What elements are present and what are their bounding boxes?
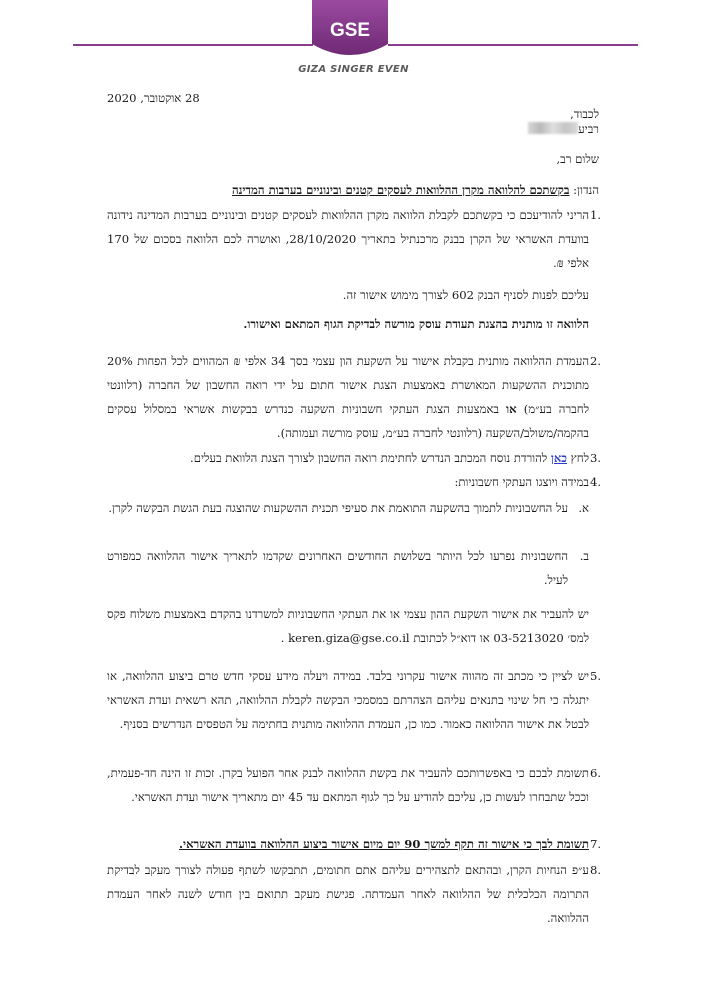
redacted-name: [528, 122, 578, 134]
fax-note: יש להעביר את אישור השקעת ההון עצמי או את העתקי החשבוניות למשרדנו בהקדם באמצעות משלוח פקס למס׳ 03-5213020 או דוא״ל לכתובת keren.giza@gse.co.il .: [107, 607, 589, 645]
subject-label: הנדון:: [573, 183, 599, 197]
item-number: 3.: [590, 451, 602, 465]
item-8-text: ע״פ הנחיות הקרן, ובהתאם לתצהירים עליהם אתם חתומים, תתבקשו לשתף פעולה לצורך מעקב לבדיקת התרומה הכלכלית של ההלוואה לאחר העמדתה. פגישת מעקב תתואם בין חודש לשנה לאחר העמדת ההלוואה.: [107, 863, 589, 925]
item-number: 1.: [590, 208, 602, 222]
item-1-note: עליכם לפנות לסניף הבנק 602 לצורך מימוש אישור זה.: [342, 288, 589, 302]
item-4-text: במידה ויוצגו העתקי חשבוניות:: [454, 475, 589, 489]
subject-line: [119, 178, 599, 202]
item-number: 6.: [590, 766, 602, 780]
header-line-right: [388, 44, 638, 46]
item-2-text: העמדת ההלוואה מותנית בקבלת אישור על השקעת הון עצמי בסך 34 אלפי ₪ המהווים לכל הפחות 20% מתוכנית ההשקעות המאושרת באמצעות הצגת אישור חתום על ידי רואה החשבון של החברה (רלוונטי לחברה בע״מ) או באמצעות הצגת העתקי חשבוניות השקעה כנדרש בבקשות אשראי במסלול עסקים בהקמה/משולב/השקעה (רלוונטי לחברה בע״מ, עוסק מורשה ועמותה).: [107, 354, 590, 440]
brand-name: GIZA SINGER EVEN: [298, 64, 409, 75]
item-3-text: לחץ כאן להורדת נוסח המכתב הנדרש לחתימת רואה החשבון לצורך הצגת הלוואת בעלים.: [190, 451, 589, 465]
item-5-text: יש לציין כי מכתב זה מהווה אישור עקרוני בלבד. במידה ויעלה מידע עסקי חדש טרם ביצוע ההלוואה, או יתגלה כי חל שינוי בתנאים עליהם הצהרתם במסמכי הבקשה לקבלת ההלוואה, תהא רשאית ועדת האשראי לבטל את אישור ההלוואה כאמור. כמו כן, העמדת ההלוואה מותנית בחתימה על הטפסים הנדרשים בסניף.: [107, 669, 589, 731]
item-number: 4.: [590, 475, 602, 489]
item-1-text: הריני להודיעכם כי בקשתכם לקבלת הלוואה מקרן ההלוואות לעסקים קטנים ובינוניים בערבות המדינה נידונה בוועדת האשראי של הקרן בבנק מרכנתיל בתאריך 28/10/2020, ואושרה לכם הלוואה בסכום של 170 אלפי ₪.: [107, 208, 589, 270]
subitem-a-text: על החשבוניות לתמוך בהשקעה התואמת את סעיפי תכנית ההשקעות שהוצגה בעת הגשת הבקשה לקרן.: [108, 501, 568, 515]
subitem-b-text: החשבוניות נפרעו לכל היותר בשלושת החודשים האחרונים שקדמו לתאריך אישור ההלוואה כמפורט לעיל.: [107, 549, 568, 587]
greeting: שלום רב,: [556, 152, 599, 166]
recipient-name: רביע: [578, 122, 599, 136]
item-1-bold-note: הלוואה זו מותנית בהצגת תעודת עוסק מורשה לבדיקת הגוף המתאם ואישורו.: [243, 317, 589, 331]
download-letter-link[interactable]: כאן: [550, 451, 567, 465]
recipient-to: לכבוד,: [570, 107, 599, 121]
subitem-letter: א.: [578, 501, 589, 515]
logo-text: GSE: [329, 20, 371, 41]
item-2-or: או: [506, 402, 517, 416]
item-number: 5.: [590, 669, 602, 683]
letter-date: 28 אוקטובר, 2020: [107, 91, 200, 105]
subitem-letter: ב.: [579, 549, 589, 563]
subject-text: בקשתכם להלוואה מקרן ההלוואות לעסקים קטנים ובינוניים בערבות המדינה: [231, 183, 570, 197]
header-line-left: [73, 44, 313, 46]
item-number: 8.: [590, 863, 602, 877]
item-7-text: תשומת לבך כי אישור זה תקף למשך 90 יום מיום אישור ביצוע ההלוואה בוועדת האשראי.: [179, 837, 589, 851]
item-number: 2.: [590, 354, 602, 368]
item-number: 7.: [590, 837, 602, 851]
company-logo: [312, 0, 388, 62]
item-6-text: תשומת לבכם כי באפשרותכם להעביר את בקשת ההלוואה לבנק אחר הפועל בקרן. זכות זו הינה חד-פעמית, וככל שתבחרו לעשות כן, עליכם להודיע על כך לגוף המתאם עד 45 יום מתאריך אישור ועדת האשראי.: [107, 766, 589, 804]
